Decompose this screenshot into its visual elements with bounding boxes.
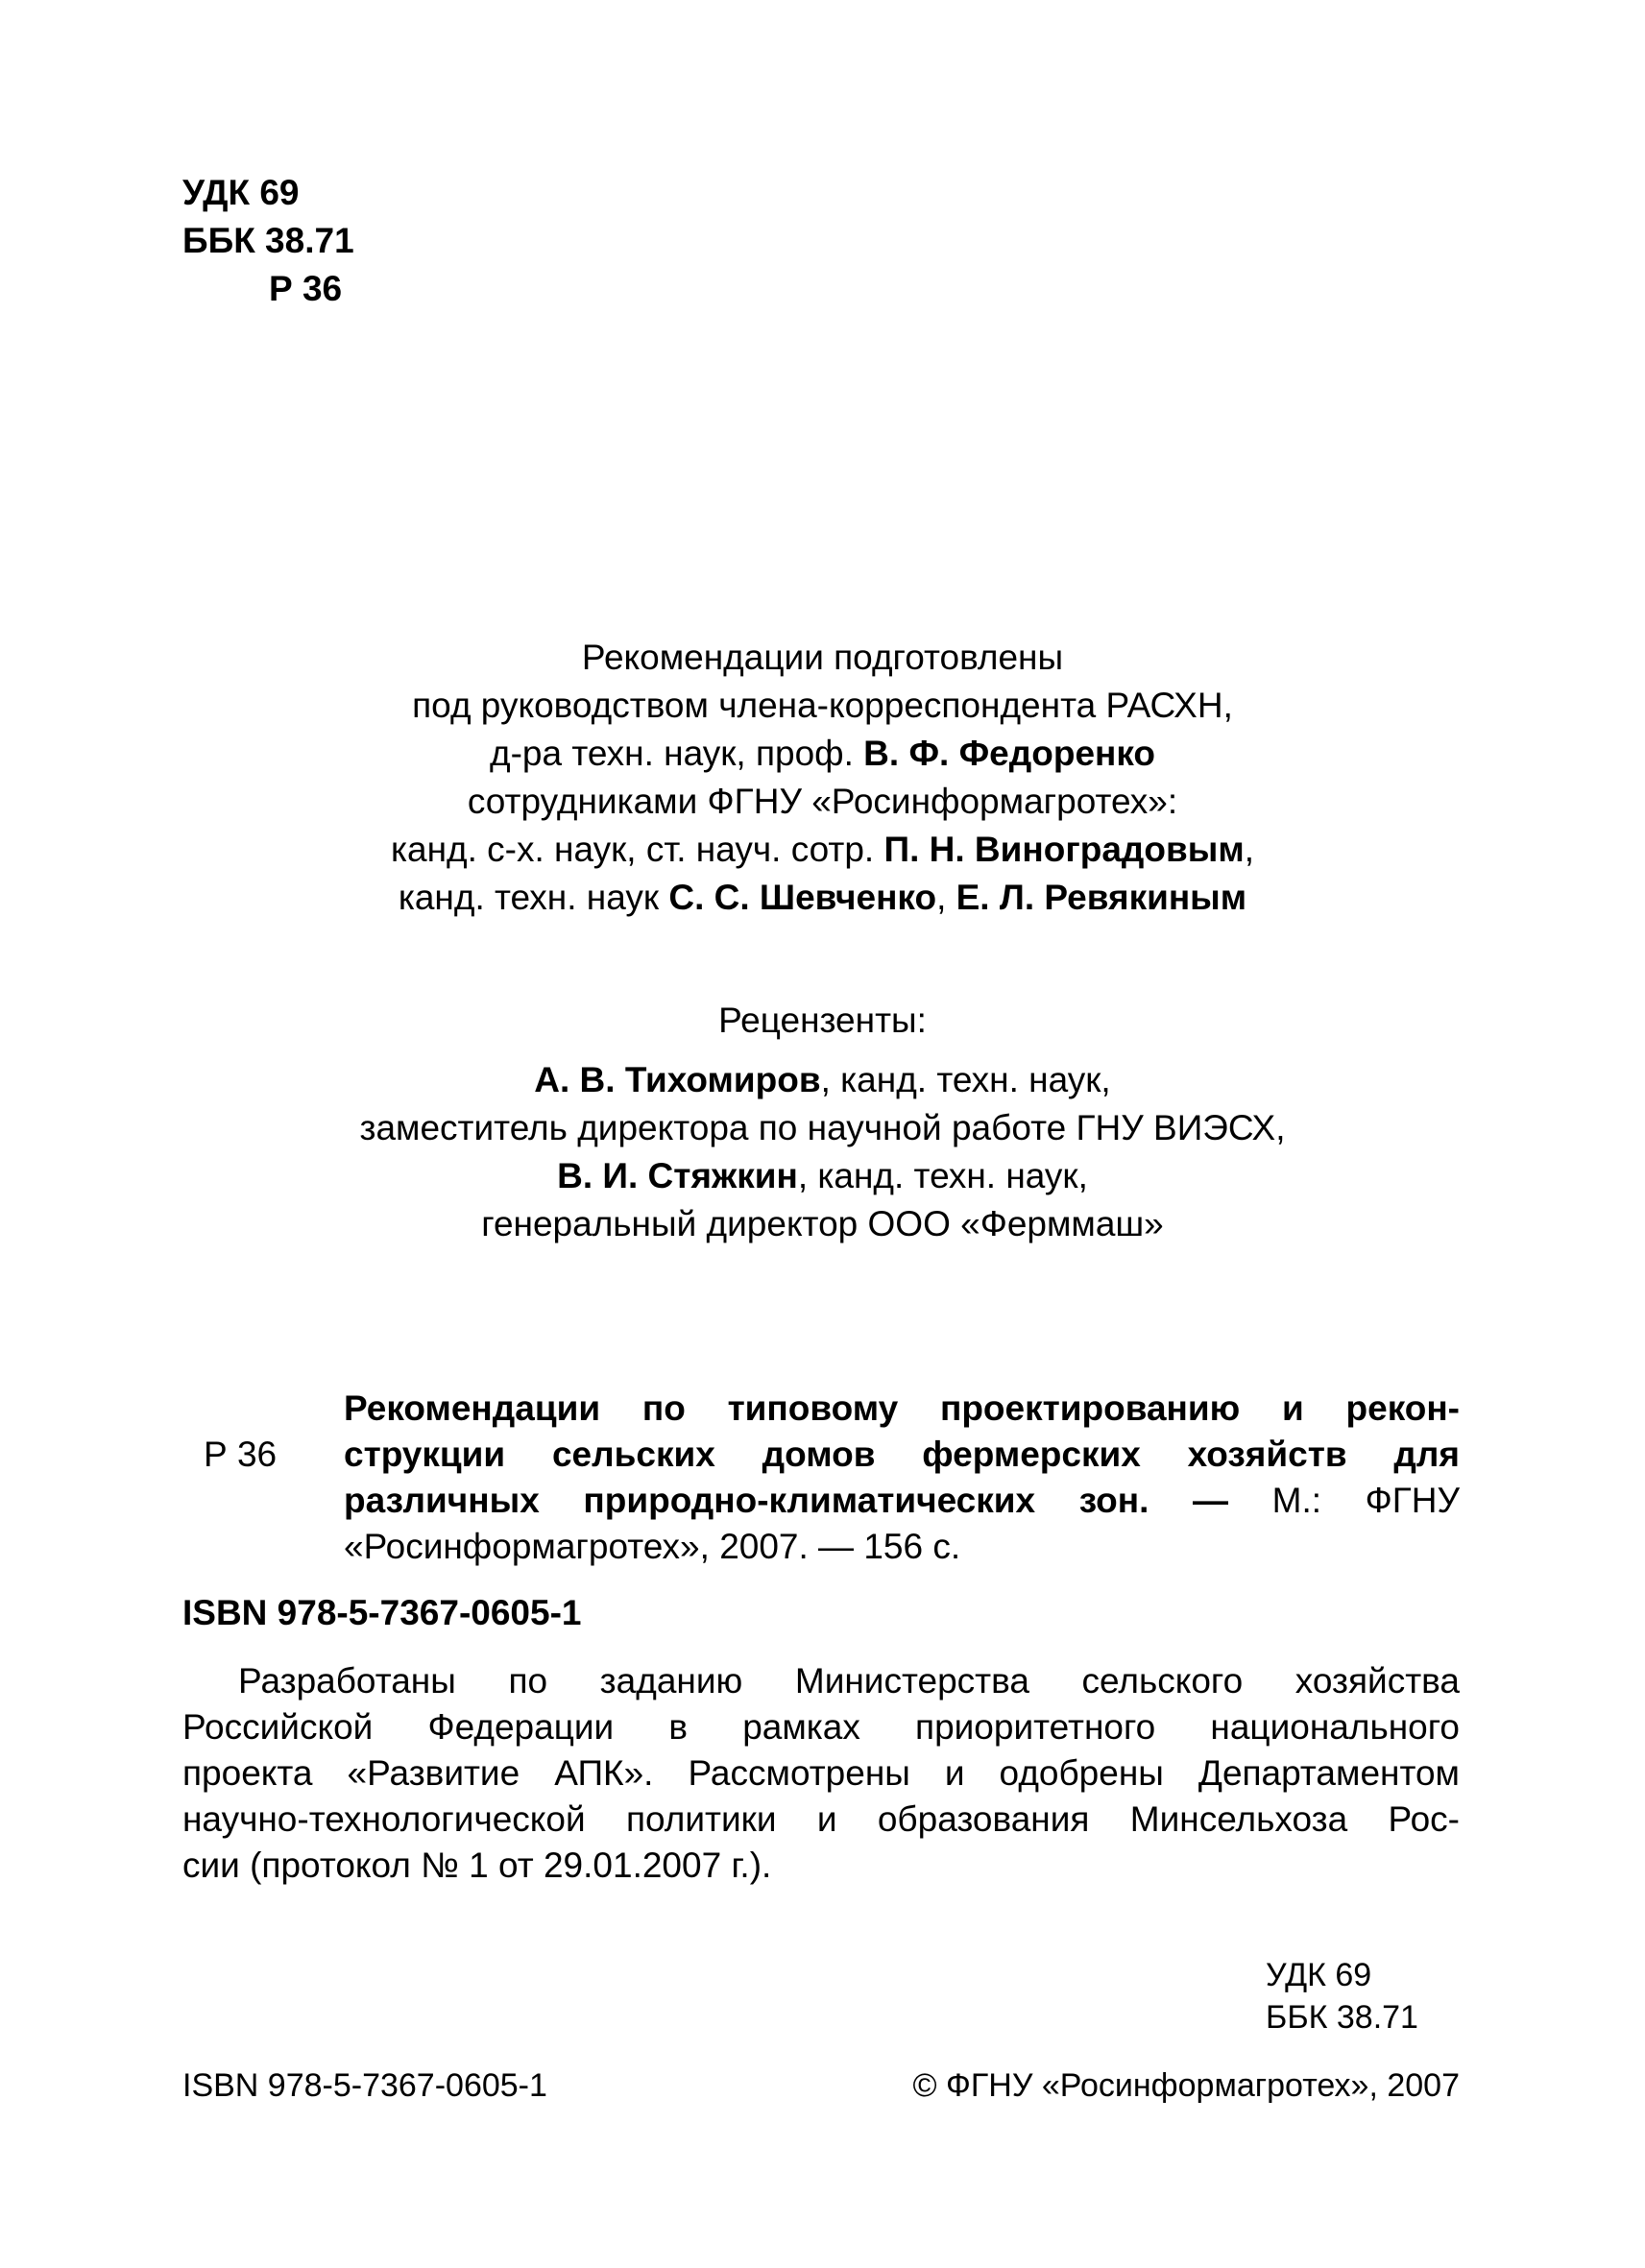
reviewer-2 — [0, 1152, 1645, 1200]
prepared-degree-3: канд. техн. наук — [398, 878, 669, 917]
catalog-entry — [344, 1386, 1460, 1570]
author-shevchenko: С. С. Шевченко — [668, 878, 937, 917]
footer-bbk: ББК 38.71 — [1266, 1999, 1418, 2036]
copyright: © ФГНУ «Росинформагротех», 2007 — [912, 2067, 1460, 2104]
separator: , — [936, 878, 956, 917]
footer-isbn: ISBN 978-5-7367-0605-1 — [182, 2067, 547, 2104]
reviewer-1 — [0, 1056, 1645, 1104]
catalog-title-line-1: Рекомендации по типовому проектированию и рекон- — [344, 1388, 1460, 1428]
author-fedorenko: В. Ф. Федоренко — [863, 734, 1155, 773]
annotation-line-4: научно-технологической политики и образования Минсельхоза Рос- — [182, 1799, 1460, 1839]
prepared-line-3 — [0, 730, 1645, 778]
catalog-title-line-2: струкции сельских домов фермерских хозяйств для — [344, 1435, 1460, 1474]
prepared-degree-2: канд. с-х. наук, ст. науч. сотр. — [390, 830, 884, 869]
isbn-main: ISBN 978-5-7367-0605-1 — [182, 1593, 582, 1632]
catalog-title-end: различных природно-климатических зон. — — [344, 1481, 1229, 1520]
prepared-by-block — [0, 634, 1645, 922]
comma: , — [1244, 830, 1254, 869]
reviewer-1-name: А. В. Тихомиров — [534, 1060, 821, 1099]
bbk-code: ББК 38.71 — [182, 221, 354, 260]
reviewer-2-position: генеральный директор ООО «Ферммаш» — [481, 1204, 1164, 1243]
prepared-line-4: сотрудниками ФГНУ «Росинформагротех»: — [467, 782, 1178, 821]
catalog-publisher-place: М.: ФГНУ — [1228, 1481, 1460, 1520]
annotation-line-3: проекта «Развитие АПК». Рассмотрены и одобрены Департаментом — [182, 1753, 1460, 1793]
annotation — [182, 1658, 1460, 1889]
reviewer-2-name: В. И. Стяжкин — [557, 1156, 798, 1195]
annotation-line-2: Российской Федерации в рамках приоритетного национального — [182, 1707, 1460, 1747]
catalog-code: Р 36 — [204, 1435, 278, 1474]
footer-udk: УДК 69 — [1266, 1957, 1372, 1993]
author-mark: Р 36 — [269, 269, 343, 308]
author-revyakin: Е. Л. Ревякиным — [956, 878, 1247, 917]
footer-codes — [1266, 1954, 1418, 2039]
catalog-title-line-3 — [344, 1478, 1460, 1524]
prepared-degree: д-ра техн. наук, проф. — [490, 734, 864, 773]
annotation-line-1: Разработаны по заданию Министерства сельского хозяйства — [238, 1661, 1460, 1701]
reviewer-1-position: заместитель директора по научной работе ГНУ ВИЭСХ, — [359, 1108, 1286, 1147]
udk-code: УДК 69 — [182, 173, 300, 212]
reviewers-heading: Рецензенты: — [718, 1001, 927, 1040]
header-codes — [182, 169, 354, 313]
reviewer-1-degree: , канд. техн. наук, — [820, 1060, 1111, 1099]
annotation-line-5: сии (протокол № 1 от 29.01.2007 г.). — [182, 1846, 772, 1885]
reviewers-block — [0, 997, 1645, 1248]
prepared-line-5 — [0, 826, 1645, 874]
prepared-line-1: Рекомендации подготовлены — [581, 638, 1064, 677]
catalog-publisher-line: «Росинформагротех», 2007. — 156 с. — [344, 1527, 961, 1566]
author-vinogradov: П. Н. Виноградовым — [883, 830, 1245, 869]
reviewer-2-degree: , канд. техн. наук, — [797, 1156, 1088, 1195]
prepared-line-2: под руководством члена-корреспондента РАСХН, — [412, 686, 1233, 725]
prepared-line-6 — [0, 874, 1645, 922]
